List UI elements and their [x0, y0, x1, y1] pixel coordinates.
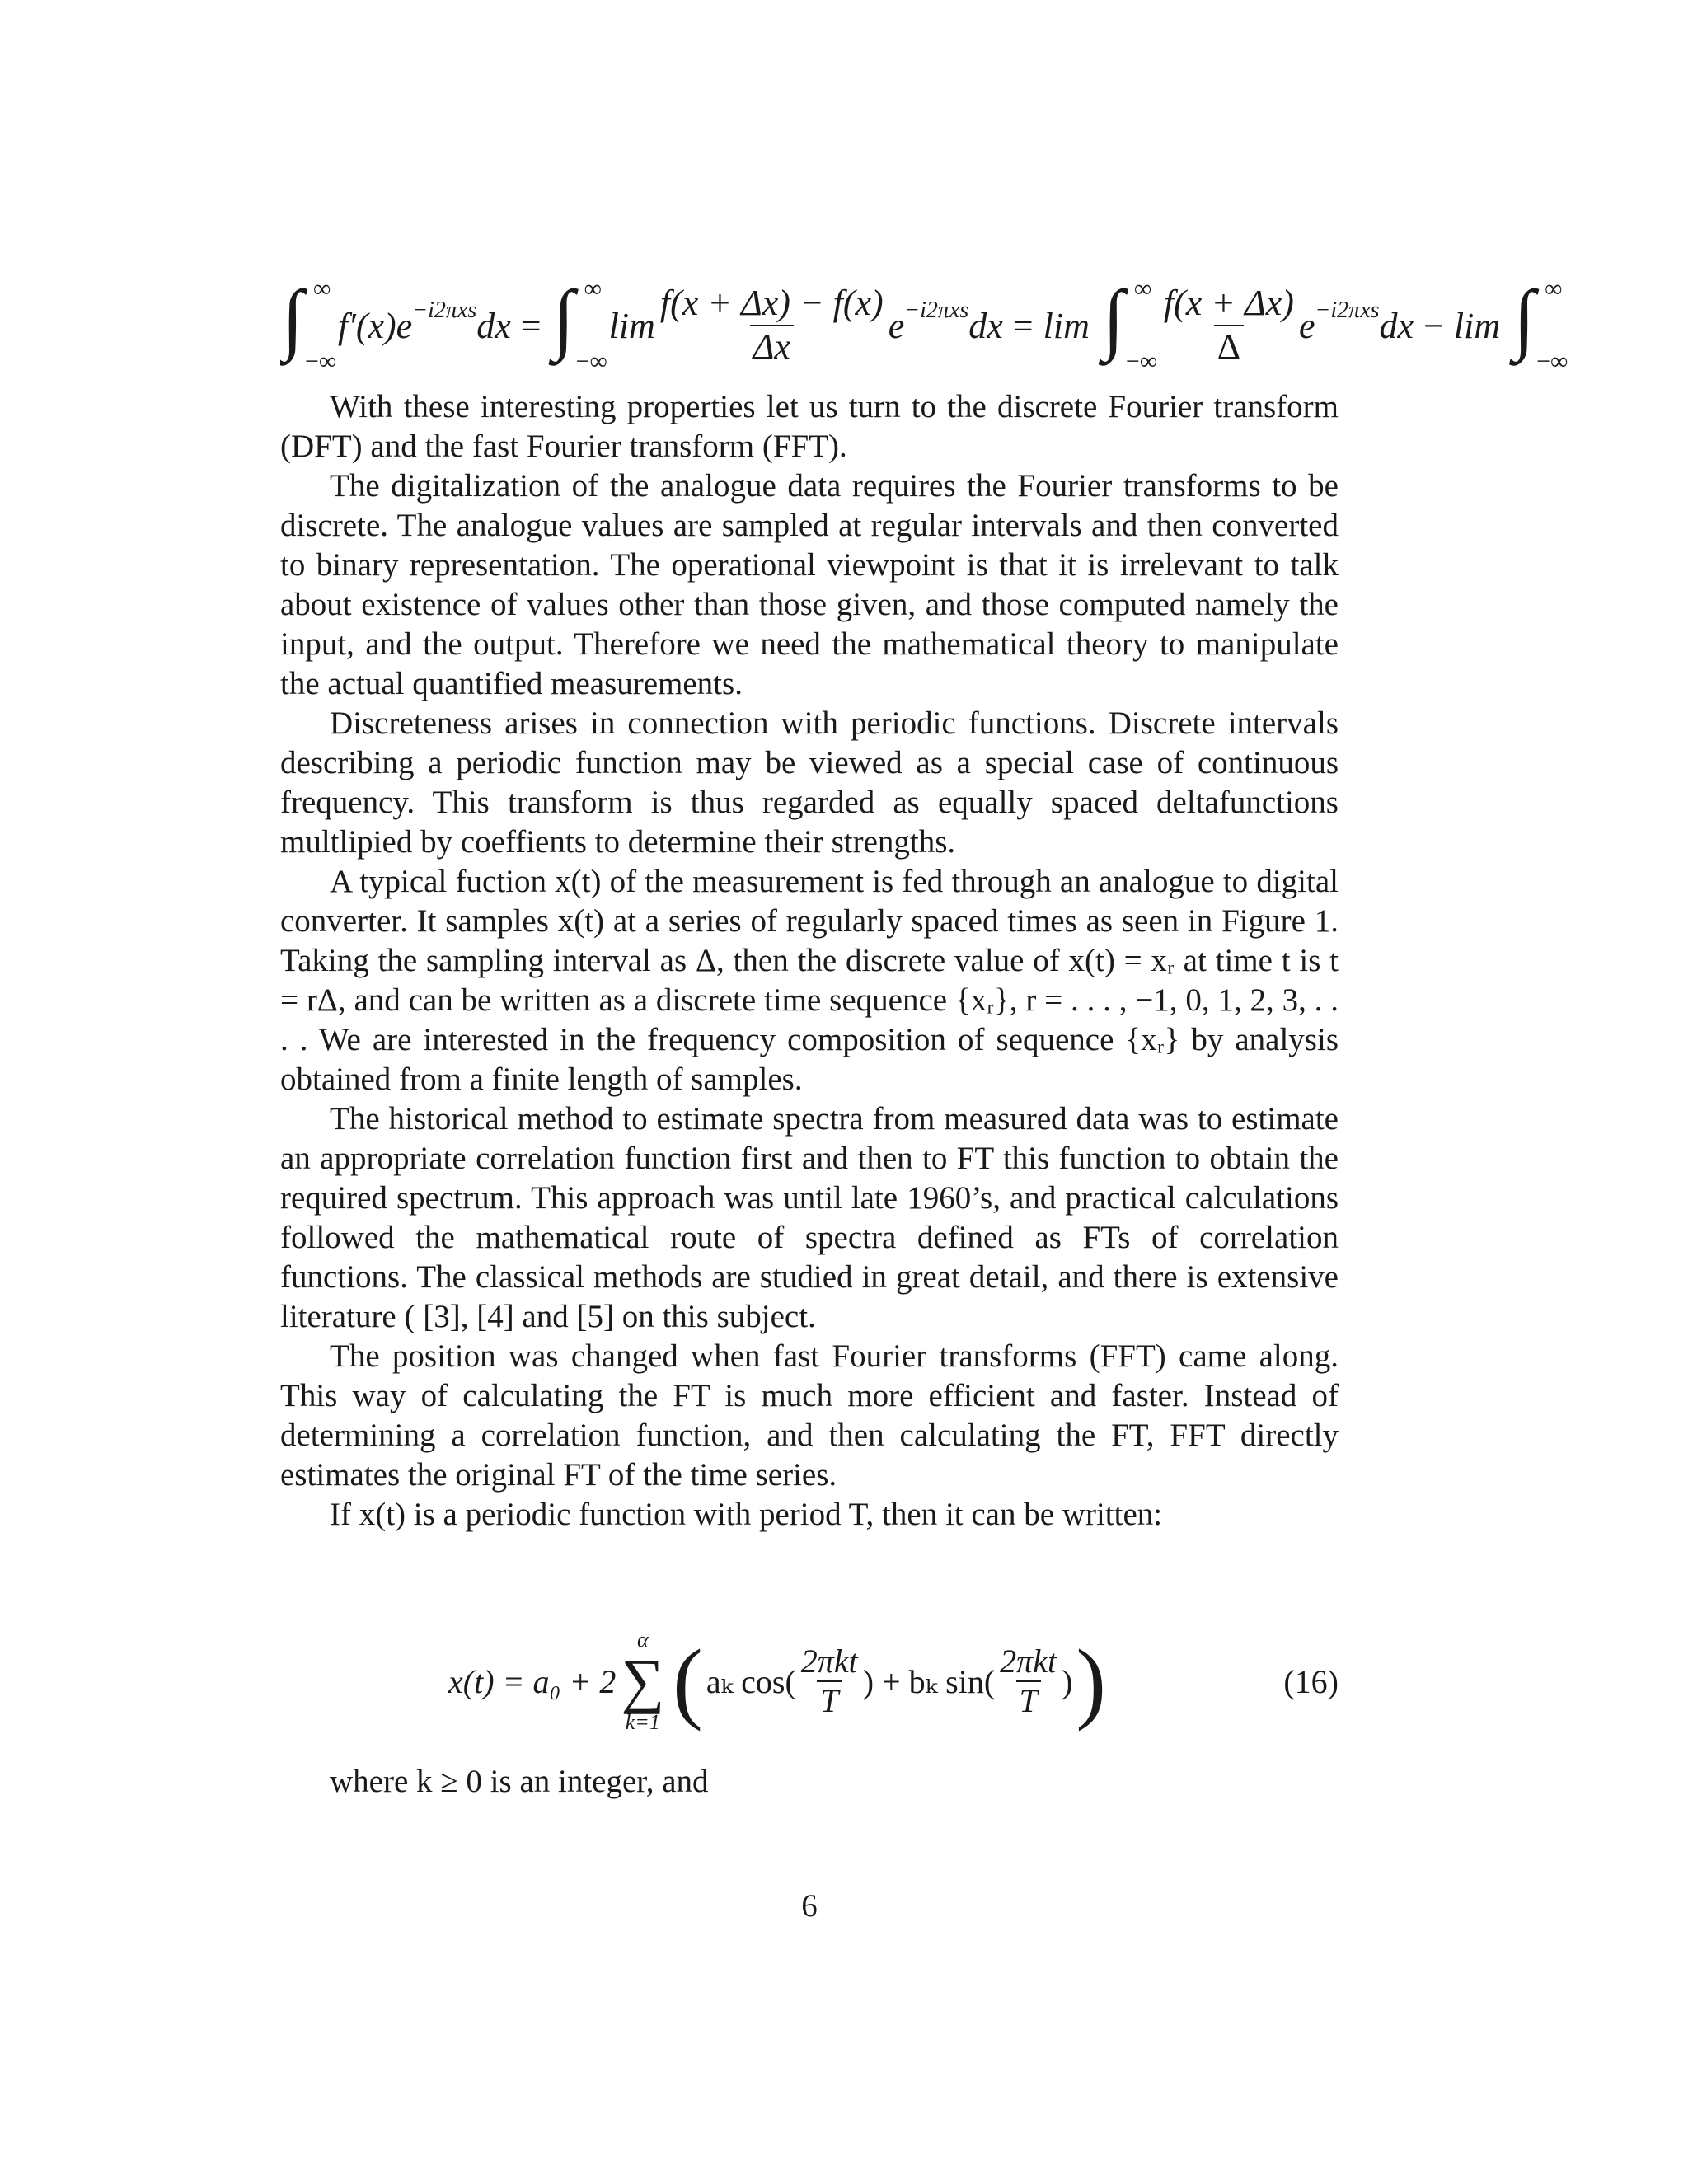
page-number: 6: [801, 1888, 818, 1924]
eq16-sin-term: ) + bₖ sin(: [862, 1662, 996, 1700]
eq-equals: =: [1012, 305, 1034, 346]
eq-lim: lim: [608, 305, 655, 346]
eq-lim: lim: [1043, 305, 1090, 346]
integral-sign: ∫ ∞ −∞: [552, 274, 607, 375]
paren-close: ): [1076, 1631, 1107, 1732]
eq-exponent: −i2πxs: [412, 298, 477, 323]
eq-dx: dx: [968, 305, 1003, 346]
eq16-fraction: $\frac{\text{2πkt}}{T}$: [800, 1643, 858, 1719]
eq-exponent: −i2πxs: [1315, 298, 1380, 323]
eq-lim: lim: [1453, 305, 1501, 346]
equation-16: [280, 1615, 1339, 1747]
where-line: where k ≥ 0 is an integer, and: [330, 1764, 709, 1799]
eq16-close: ): [1062, 1662, 1073, 1700]
paren-open: (: [673, 1631, 703, 1732]
eq-dx: dx: [476, 305, 511, 346]
paragraph: The historical method to estimate spectra from measured data was to estimate an appropriate correlation function first and then to FT this function to obtain the required spectrum. This approach was until late 1960’s, and practical calculations followed the mathematical route of spectra defined as FTs of correlation functions. The classical methods are studied in great detail, and there is extensive literature ( [3], [4] and [5] on this subject.: [280, 1101, 1339, 1334]
integral-sign: ∫ ∞ −∞: [282, 274, 337, 375]
eq16-fraction: $\frac{\text{2πkt}}{T}$: [1000, 1643, 1057, 1719]
eq16-cos-term: aₖ cos(: [706, 1662, 796, 1700]
top-equation: ∫ ∞ −∞ f′(x)e −i2πxs dx = ∫ ∞ −∞ lim $\frac{f(x + \Delta x) - f(x)}{\Delta x}$ e −i2πxs dx = lim ∫ ∞ −∞ $\frac{f(x + \Delta x)}{\Delta}$ e −i2πxs dx − lim ∫ ∞ −∞: [280, 272, 1688, 379]
eq-equals: =: [520, 305, 542, 346]
eq16-lhs: x(t) = a₀ + 2: [448, 1662, 617, 1700]
summation: α ∑ k=1: [621, 1628, 665, 1734]
eq-fraction: $\frac{f(x + \Delta x) - f(x)}{\Delta x}$: [659, 283, 884, 367]
eq-exponent: −i2πxs: [904, 298, 969, 323]
paragraph: With these interesting properties let us turn to the discrete Fourier transform (DFT) and the fast Fourier transform (FFT).: [280, 389, 1339, 464]
paragraph: A typical fuction x(t) of the measurement is fed through an analogue to digital converter. It samples x(t) at a series of regularly spaced times as seen in Figure 1. Taking the sampling interval as Δ, then the discrete value of x(t) = xᵣ at time t is t = rΔ, and can be written as a discrete time sequence {xᵣ}, r = . . . , −1, 0, 1, 2, 3, . . . . We are interested in the frequency composition of sequence {xᵣ} by analysis obtained from a finite length of samples.: [280, 864, 1339, 1097]
eq-dx: dx: [1379, 305, 1414, 346]
paragraph: Discreteness arises in connection with periodic functions. Discrete intervals describing a periodic function may be viewed as a special case of continuous frequency. This transform is thus regarded as equally spaced deltafunctions multlipied by coeffients to determine their strengths.: [280, 705, 1339, 860]
body-text: [280, 387, 1339, 1535]
equation-formula: [448, 1615, 1109, 1747]
integral-sign: ∫ ∞ −∞: [1102, 274, 1158, 375]
eq-minus: −: [1423, 305, 1444, 346]
eq-fraction: $\frac{f(x + \Delta x)}{\Delta}$: [1163, 283, 1294, 367]
paragraph: The position was changed when fast Fourier transforms (FFT) came along. This way of calculating the FT is much more efficient and faster. Instead of determining a correlation function, and then calculating the FT, FFT directly estimates the original FT of the time series.: [280, 1338, 1339, 1493]
integral-sign: ∫ ∞ −∞: [1513, 274, 1568, 375]
paragraph: If x(t) is a periodic function with period T, then it can be written:: [330, 1497, 1163, 1532]
paragraph: The digitalization of the analogue data requires the Fourier transforms to be discrete. The analogue values are sampled at regular intervals and then converted to binary representation. The operational viewpoint is that it is irrelevant to talk about existence of values other than those given, and those computed namely the input, and the output. Therefore we need the mathematical theory to manipulate the actual quantified measurements.: [280, 468, 1339, 701]
equation-number: (16): [1283, 1662, 1339, 1700]
eq-term: f′(x)e: [338, 305, 413, 346]
